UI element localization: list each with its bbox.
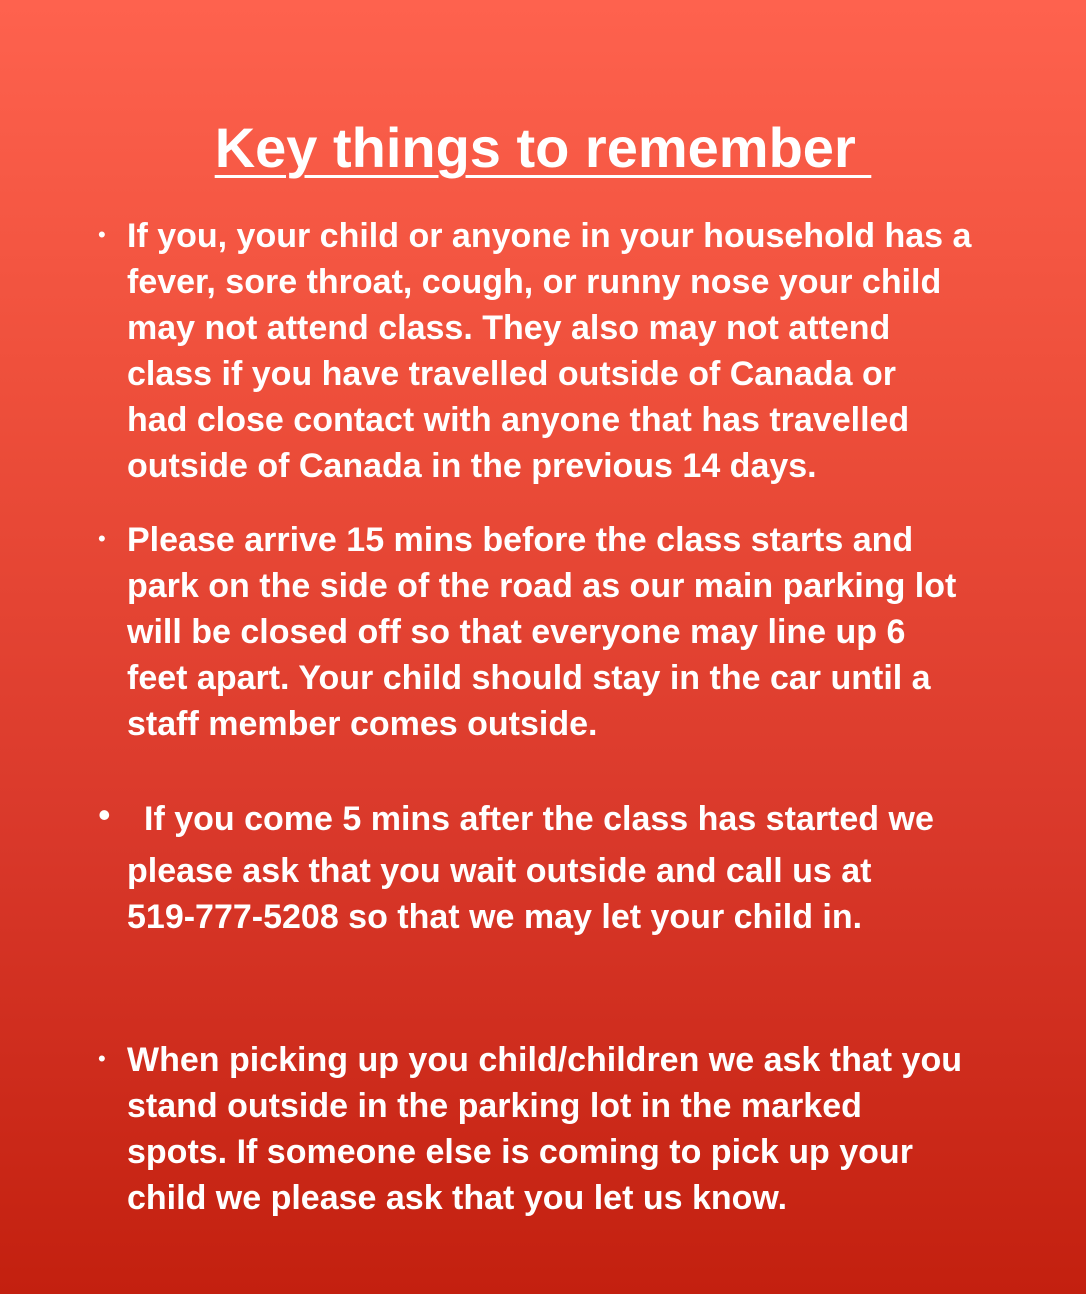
item-line: If you, your child or anyone in your household has a xyxy=(127,217,972,255)
item-line: park on the side of the road as our main parking lot xyxy=(127,567,957,605)
bullet-icon: • xyxy=(98,526,106,551)
page-title xyxy=(0,112,1086,184)
title-text: Key things to remember xyxy=(214,116,872,179)
list-item xyxy=(127,1037,1027,1221)
item-line: If you come 5 mins after the class has started we xyxy=(144,800,934,838)
bullet-icon: • xyxy=(98,794,111,835)
list-item xyxy=(127,796,1027,940)
item-line: may not attend class. They also may not attend xyxy=(127,309,891,347)
item-line: 519-777-5208 so that we may let your child in. xyxy=(127,898,863,936)
item-line: will be closed off so that everyone may line up 6 xyxy=(127,613,906,651)
item-line: spots. If someone else is coming to pick up your xyxy=(127,1133,913,1171)
item-line: Please arrive 15 mins before the class starts and xyxy=(127,521,914,559)
item-line: fever, sore throat, cough, or runny nose your child xyxy=(127,263,942,301)
list-item xyxy=(127,213,1027,489)
bullet-icon: • xyxy=(98,222,106,247)
bullet-icon: • xyxy=(98,1046,106,1071)
item-line: When picking up you child/children we ask that you xyxy=(127,1041,962,1079)
item-line: please ask that you wait outside and call us at xyxy=(127,852,872,890)
item-line: stand outside in the parking lot in the marked xyxy=(127,1087,862,1125)
item-line: feet apart. Your child should stay in the car until a xyxy=(127,659,931,697)
item-line: outside of Canada in the previous 14 days. xyxy=(127,447,817,485)
item-line: child we please ask that you let us know. xyxy=(127,1179,788,1217)
list-item xyxy=(127,517,1027,747)
item-line: staff member comes outside. xyxy=(127,705,598,743)
item-line: class if you have travelled outside of Canada or xyxy=(127,355,897,393)
item-line: had close contact with anyone that has travelled xyxy=(127,401,910,439)
